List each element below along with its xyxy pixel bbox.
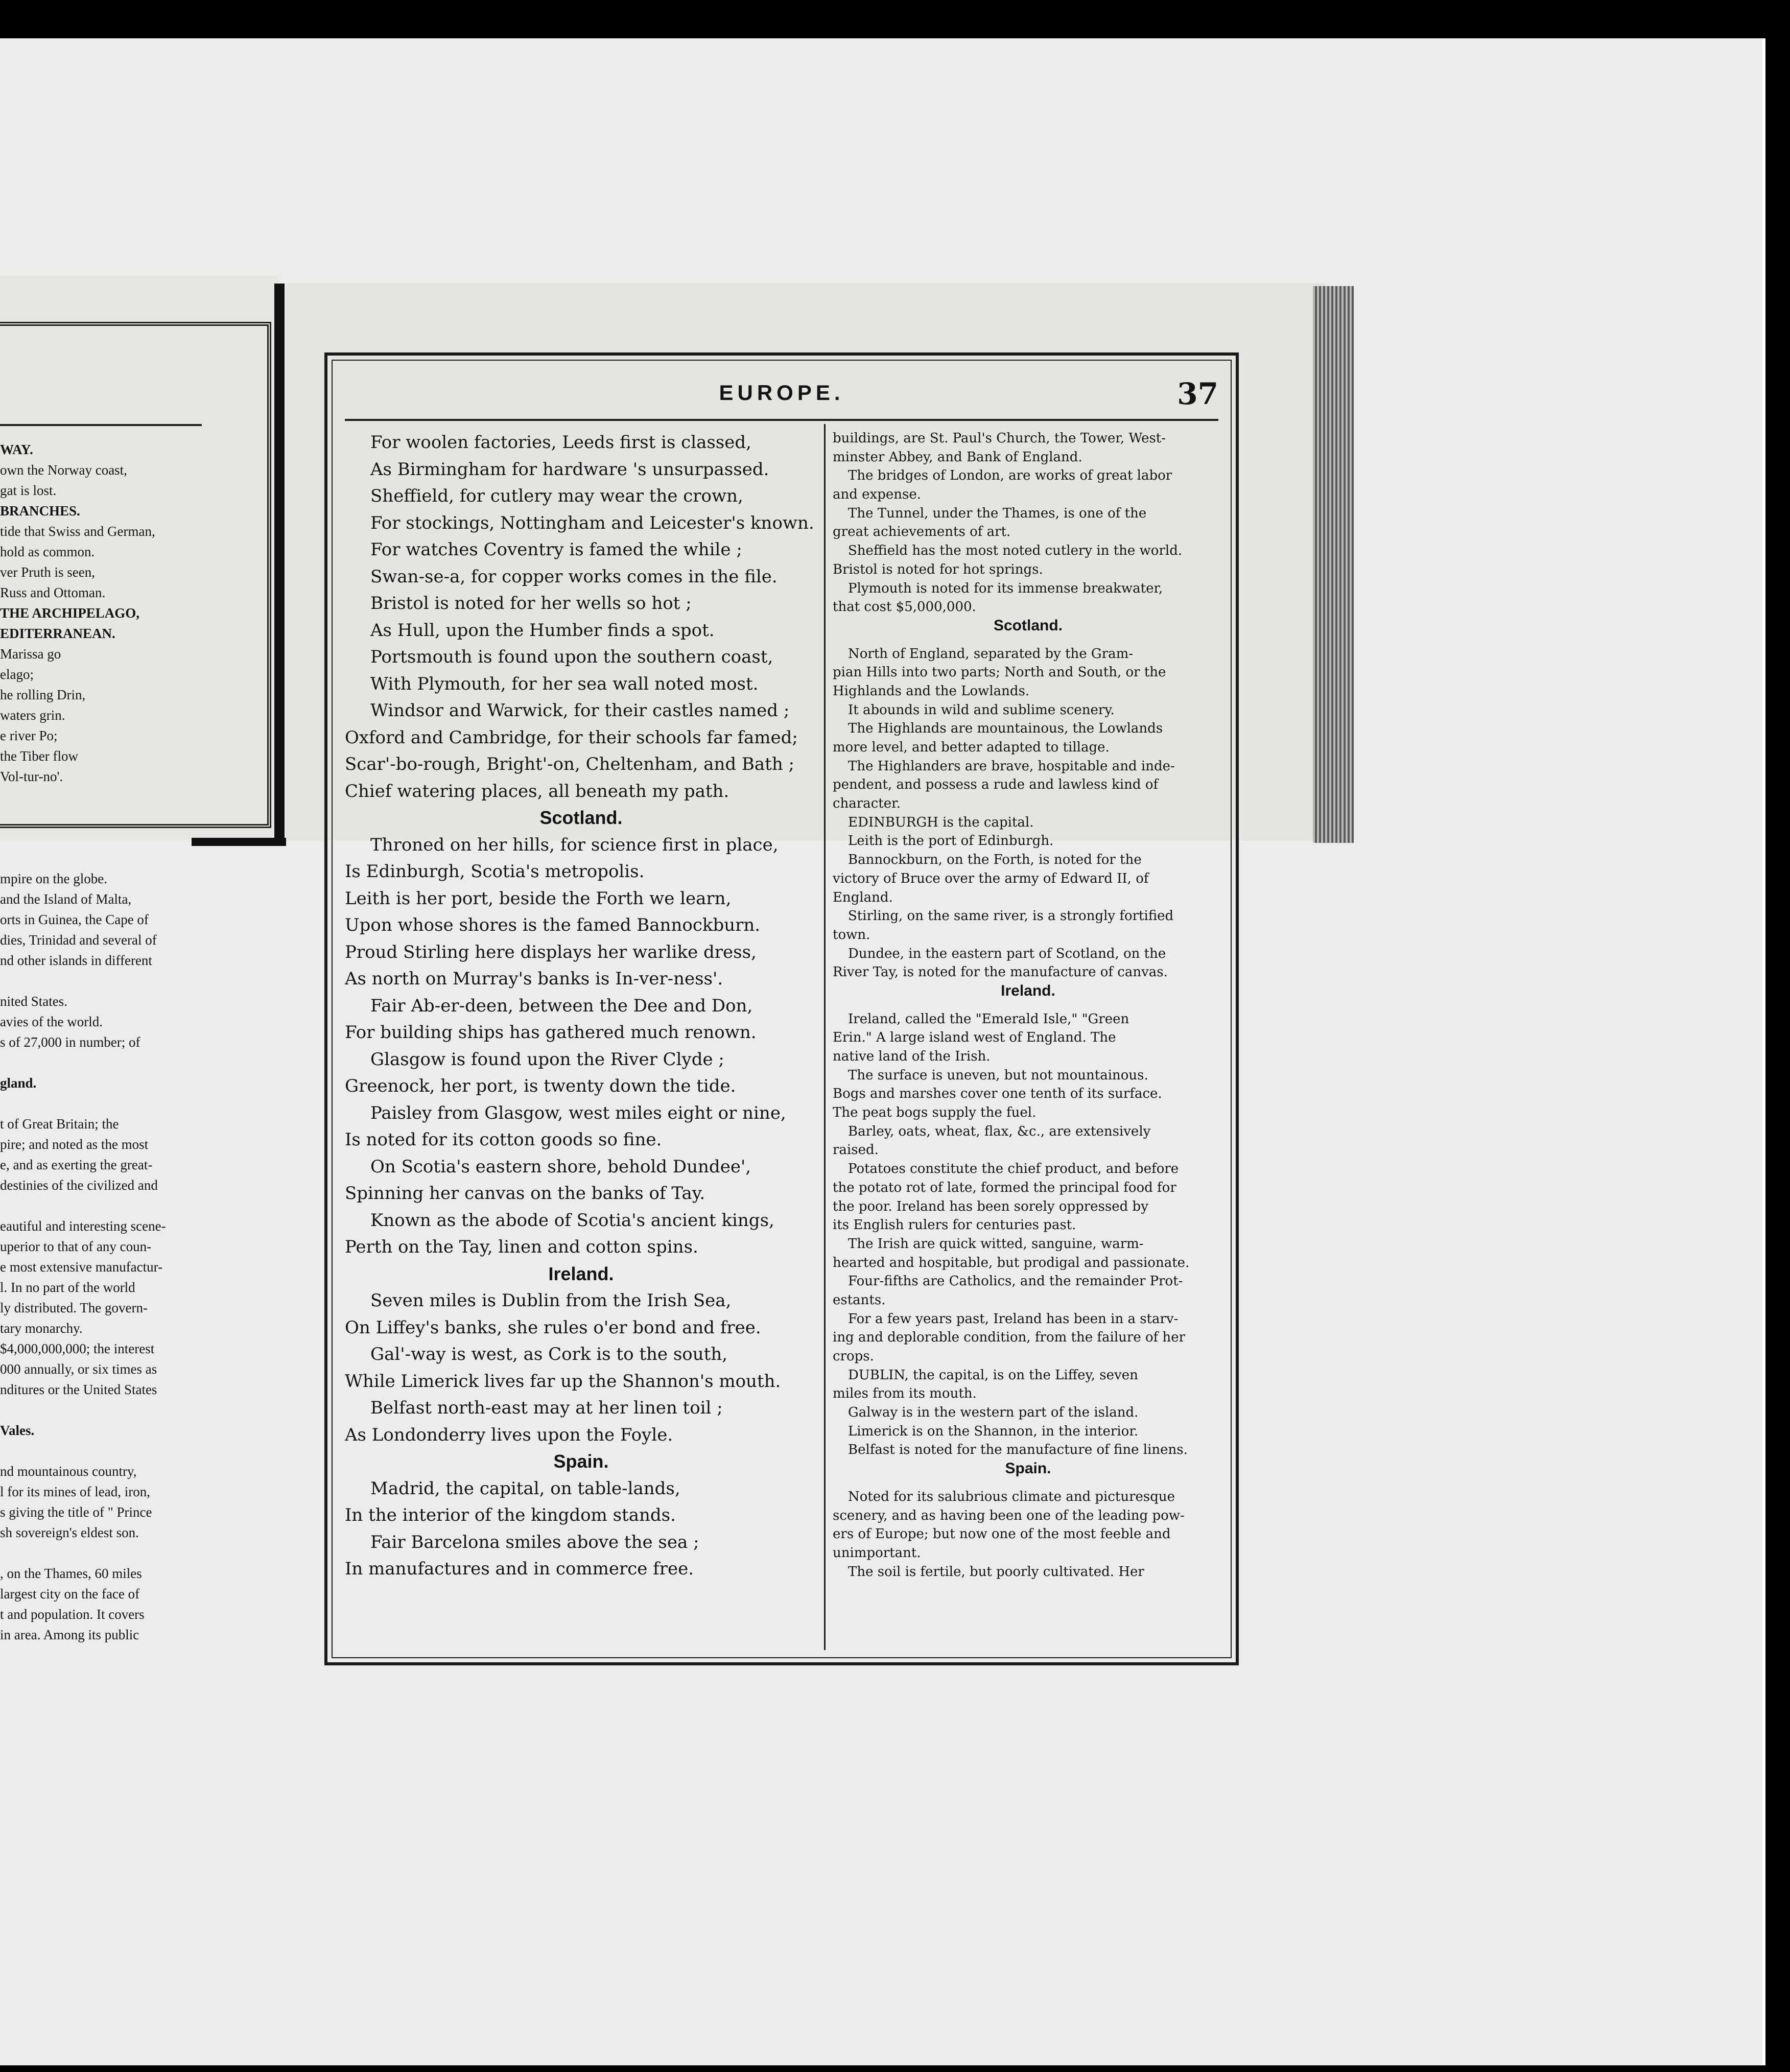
text-line: Leith is her port, beside the Forth we learn, [345,888,732,909]
left-page-line: s of 27,000 in number; of [0,1034,140,1050]
text-line: Swan-se-a, for copper works comes in the file. [370,566,778,587]
text-line: Fair Ab-er-deen, between the Dee and Don, [370,995,753,1016]
text-line: ers of Europe; but now one of the most feeble and [833,1526,1171,1542]
text-line: Known as the abode of Scotia's ancient kings, [370,1210,774,1231]
left-page-line: tary monarchy. [0,1321,83,1336]
left-page-line: ly distributed. The govern- [0,1300,148,1315]
left-page-line: l for its mines of lead, iron, [0,1484,150,1499]
text-line: Bristol is noted for her wells so hot ; [370,593,692,614]
left-page-line: t and population. It covers [0,1607,145,1622]
text-line: Bristol is noted for hot springs. [833,561,1043,577]
text-line: The Highlands are mountainous, the Lowlands [848,721,1163,737]
section-heading: Ireland. [1001,982,1055,999]
text-line: River Tay, is noted for the manufacture of canvas. [833,964,1168,980]
left-page-line: pire; and noted as the most [0,1137,149,1152]
text-line: raised. [833,1142,879,1158]
text-line: native land of the Irish. [833,1049,991,1064]
left-page-line [0,807,215,828]
text-line: Galway is in the western part of the island. [848,1405,1139,1421]
left-page-line: e, and as exerting the great- [0,1157,153,1172]
text-line: Bannockburn, on the Forth, is noted for the [848,852,1142,868]
left-page-line: Marissa go [0,646,61,662]
text-line: The Highlanders are brave, hospitable and inde- [848,758,1175,774]
section-heading: Spain. [553,1451,609,1472]
left-page-line: $4,000,000,000; the interest [0,1341,155,1356]
prose-column [833,429,1223,1581]
text-line: As Birmingham for hardware 's unsurpassed. [370,459,769,480]
left-page-line: eautiful and interesting scene- [0,1218,166,1234]
left-page-line: e river Po; [0,728,58,743]
left-page-fragment [0,276,278,1642]
text-line: that cost $5,000,000. [833,599,976,615]
section-heading: Scotland. [993,617,1063,634]
text-line: In manufactures and in commerce free. [345,1559,694,1579]
left-page-line: and the Island of Malta, [0,891,132,907]
text-line: The surface is uneven, but not mountainous. [848,1067,1148,1083]
page-edges [1313,286,1354,843]
column-divider [824,424,826,1650]
text-line: As Londonderry lives upon the Foyle. [345,1424,673,1445]
text-line: Fair Barcelona smiles above the sea ; [370,1532,699,1552]
left-page-line: ver Pruth is seen, [0,564,95,580]
text-line: North of England, separated by the Gram- [848,646,1134,662]
text-line: Four-fifths are Catholics, and the remainder Prot- [848,1274,1183,1289]
text-line: Greenock, her port, is twenty down the tide. [345,1076,736,1096]
left-page-line [0,1400,215,1420]
text-line: character. [833,796,901,812]
left-page-line: THE ARCHIPELAGO, [0,605,140,621]
running-head [324,376,1239,411]
left-page-line: dies, Trinidad and several of [0,932,157,948]
text-line: pian Hills into two parts; North and South, or the [833,665,1166,680]
text-line: crops. [833,1349,874,1364]
text-line: Throned on her hills, for science first in place, [370,834,779,855]
text-line: hearted and hospitable, but prodigal and passionate. [833,1255,1190,1270]
left-page-line [0,971,215,991]
left-page-line [0,1093,215,1114]
left-page-line: nd mountainous country, [0,1464,137,1479]
left-page-line: uperior to that of any coun- [0,1239,152,1254]
left-page-line: hold as common. [0,544,95,559]
text-line: Sheffield, for cutlery may wear the crown, [370,486,743,506]
left-page-line: in area. Among its public [0,1627,139,1642]
spacer [833,1478,1223,1488]
text-line: EDINBURGH is the capital. [848,814,1034,830]
section-heading: Scotland. [539,807,623,828]
text-line: Noted for its salubrious climate and picturesque [848,1489,1175,1504]
page-number: 37 [1177,376,1218,411]
text-line: For watches Coventry is famed the while ; [370,539,742,560]
text-line: Upon whose shores is the famed Bannockburn. [345,915,761,935]
left-page-line: sh sovereign's eldest son. [0,1525,139,1540]
text-line: Paisley from Glasgow, west miles eight or nine, [370,1102,786,1123]
section-heading: Ireland. [548,1263,614,1284]
text-line: Is Edinburgh, Scotia's metropolis. [345,861,645,882]
text-line: As north on Murray's banks is In-ver-ness'. [345,969,723,989]
text-line: minster Abbey, and Bank of England. [833,449,1082,465]
page-frame [324,352,1239,1665]
text-line: Seven miles is Dublin from the Irish Sea, [370,1290,732,1311]
text-line: Dundee, in the eastern part of Scotland, on the [848,946,1166,961]
left-page-line: WAY. [0,442,33,457]
left-page-line: Vales. [0,1423,35,1438]
text-line: The soil is fertile, but poorly cultivated. Her [848,1564,1144,1580]
text-line: In the interior of the kingdom stands. [345,1505,676,1525]
left-page-line: e most extensive manufactur- [0,1259,163,1275]
left-page-line: elago; [0,667,34,682]
text-line: town. [833,927,870,943]
text-line: victory of Bruce over the army of Edward II, of [833,870,1149,886]
text-line: more level, and better adapted to tillage. [833,740,1110,755]
text-line: Belfast is noted for the manufacture of fine linens. [848,1442,1188,1458]
left-page-line: waters grin. [0,708,65,723]
text-line: It abounds in wild and sublime scenery. [848,702,1115,718]
text-line: great achievements of art. [833,524,1011,540]
text-line: the potato rot of late, formed the principal food for [833,1180,1176,1195]
book-binding-edge [192,838,286,846]
left-page-line: nited States. [0,994,67,1009]
text-line: The bridges of London, are works of great labor [848,468,1172,484]
text-line: Oxford and Cambridge, for their schools far famed; [345,727,798,748]
left-page-line: the Tiber flow [0,748,79,764]
text-line: The Irish are quick witted, sanguine, warm- [848,1236,1144,1252]
text-line: Plymouth is noted for its immense breakwater, [848,580,1163,596]
text-line: and expense. [833,487,921,503]
text-line: pendent, and possess a rude and lawless kind of [833,777,1159,793]
left-page-line: , on the Thames, 60 miles [0,1566,142,1581]
left-page-line: avies of the world. [0,1014,103,1029]
left-page-head-rule [0,424,202,426]
text-line: For a few years past, Ireland has been in a starv- [848,1311,1179,1327]
left-page-line: nditures or the United States [0,1382,157,1397]
left-page-line: Vol-tur-no'. [0,769,63,784]
text-line: Barley, oats, wheat, flax, &c., are extensively [848,1123,1151,1139]
text-line: While Limerick lives far up the Shannon's mouth. [345,1371,781,1392]
text-line: ing and deplorable condition, from the failure of her [833,1330,1186,1346]
text-line: Ireland, called the "Emerald Isle," "Green [848,1011,1129,1027]
text-line: Belfast north-east may at her linen toil ; [370,1398,723,1418]
section-heading: Spain. [1005,1460,1051,1477]
left-page-line [0,828,215,848]
text-line: the poor. Ireland has been sorely oppressed by [833,1198,1148,1214]
text-line: Bogs and marshes cover one tenth of its surface. [833,1086,1162,1102]
text-line: Erin." A large island west of England. The [833,1030,1116,1046]
left-page-line: he rolling Drin, [0,687,86,702]
text-line: Sheffield has the most noted cutlery in the world. [848,543,1183,559]
text-line: scenery, and as having been one of the leading pow- [833,1508,1185,1523]
left-page-line: gland. [0,1075,37,1091]
left-page-line: t of Great Britain; the [0,1116,119,1132]
text-line: For stockings, Nottingham and Leicester's known. [370,512,814,533]
left-page-line [0,787,215,807]
left-page-line: gat is lost. [0,483,57,498]
left-page-line [0,1543,215,1563]
left-page-line: tide that Swiss and German, [0,524,155,539]
text-line: Is noted for its cotton goods so fine. [345,1129,662,1150]
left-page-line: own the Norway coast, [0,462,127,478]
header-rule [345,419,1218,421]
text-line: Limerick is on the Shannon, in the interior. [848,1423,1139,1439]
text-line: unimportant. [833,1545,921,1561]
left-page-line: BRANCHES. [0,503,80,519]
book-gutter [274,284,285,840]
left-page-line: l. In no part of the world [0,1280,135,1295]
left-page-text [0,439,215,1645]
verse-column [345,429,817,1583]
text-line: Portsmouth is found upon the southern coast, [370,647,773,667]
text-line: its English rulers for centuries past. [833,1217,1076,1233]
page-title: EUROPE. [719,381,844,405]
text-line: Stirling, on the same river, is a strongly fortified [848,908,1174,924]
left-page-line [0,1441,215,1461]
text-line: Glasgow is found upon the River Clyde ; [370,1049,724,1070]
left-page-line: nd other islands in different [0,953,152,968]
left-page-line [0,1195,215,1216]
text-line: The Tunnel, under the Thames, is one of the [848,505,1147,521]
spacer [833,635,1223,645]
left-page-line: EDITERRANEAN. [0,626,115,641]
left-page-line: destinies of the civilized and [0,1178,158,1193]
text-line: Spinning her canvas on the banks of Tay. [345,1183,705,1204]
text-line: Proud Stirling here displays her warlike dress, [345,941,757,962]
left-page-line: mpire on the globe. [0,871,107,886]
text-line: The peat bogs supply the fuel. [833,1105,1037,1121]
text-line: DUBLIN, the capital, is on the Liffey, seven [848,1367,1138,1383]
text-line: Chief watering places, all beneath my path. [345,781,729,802]
text-line: estants. [833,1292,886,1308]
left-page-line: Russ and Ottoman. [0,585,106,600]
text-line: miles from its mouth. [833,1386,977,1402]
left-page-line: orts in Guinea, the Cape of [0,912,149,927]
text-line: For building ships has gathered much renown. [345,1022,757,1043]
text-line: Perth on the Tay, linen and cotton spins. [345,1237,698,1257]
spacer [833,1001,1223,1010]
text-line: With Plymouth, for her sea wall noted most. [370,673,759,694]
text-line: Windsor and Warwick, for their castles named ; [370,700,790,721]
text-line: England. [833,889,893,905]
text-line: As Hull, upon the Humber finds a spot. [370,620,715,641]
text-line: Leith is the port of Edinburgh. [848,833,1054,849]
left-page-line: s giving the title of " Prince [0,1504,152,1520]
left-page-line [0,848,215,868]
text-line: Potatoes constitute the chief product, and before [848,1161,1179,1177]
text-line: On Scotia's eastern shore, behold Dundee', [370,1156,751,1177]
text-line: buildings, are St. Paul's Church, the Tower, West- [833,431,1166,446]
text-line: Gal'-way is west, as Cork is to the south, [370,1344,728,1364]
left-page-line: largest city on the face of [0,1586,140,1602]
text-line: Scar'-bo-rough, Bright'-on, Cheltenham, and Bath ; [345,754,794,774]
text-line: For woolen factories, Leeds first is classed, [370,432,751,453]
text-line: Madrid, the capital, on table-lands, [370,1478,680,1499]
text-line: Highlands and the Lowlands. [833,683,1030,699]
text-line: On Liffey's banks, she rules o'er bond and free. [345,1317,761,1338]
left-page-line: 000 annually, or six times as [0,1361,157,1377]
left-page-line [0,1052,215,1073]
